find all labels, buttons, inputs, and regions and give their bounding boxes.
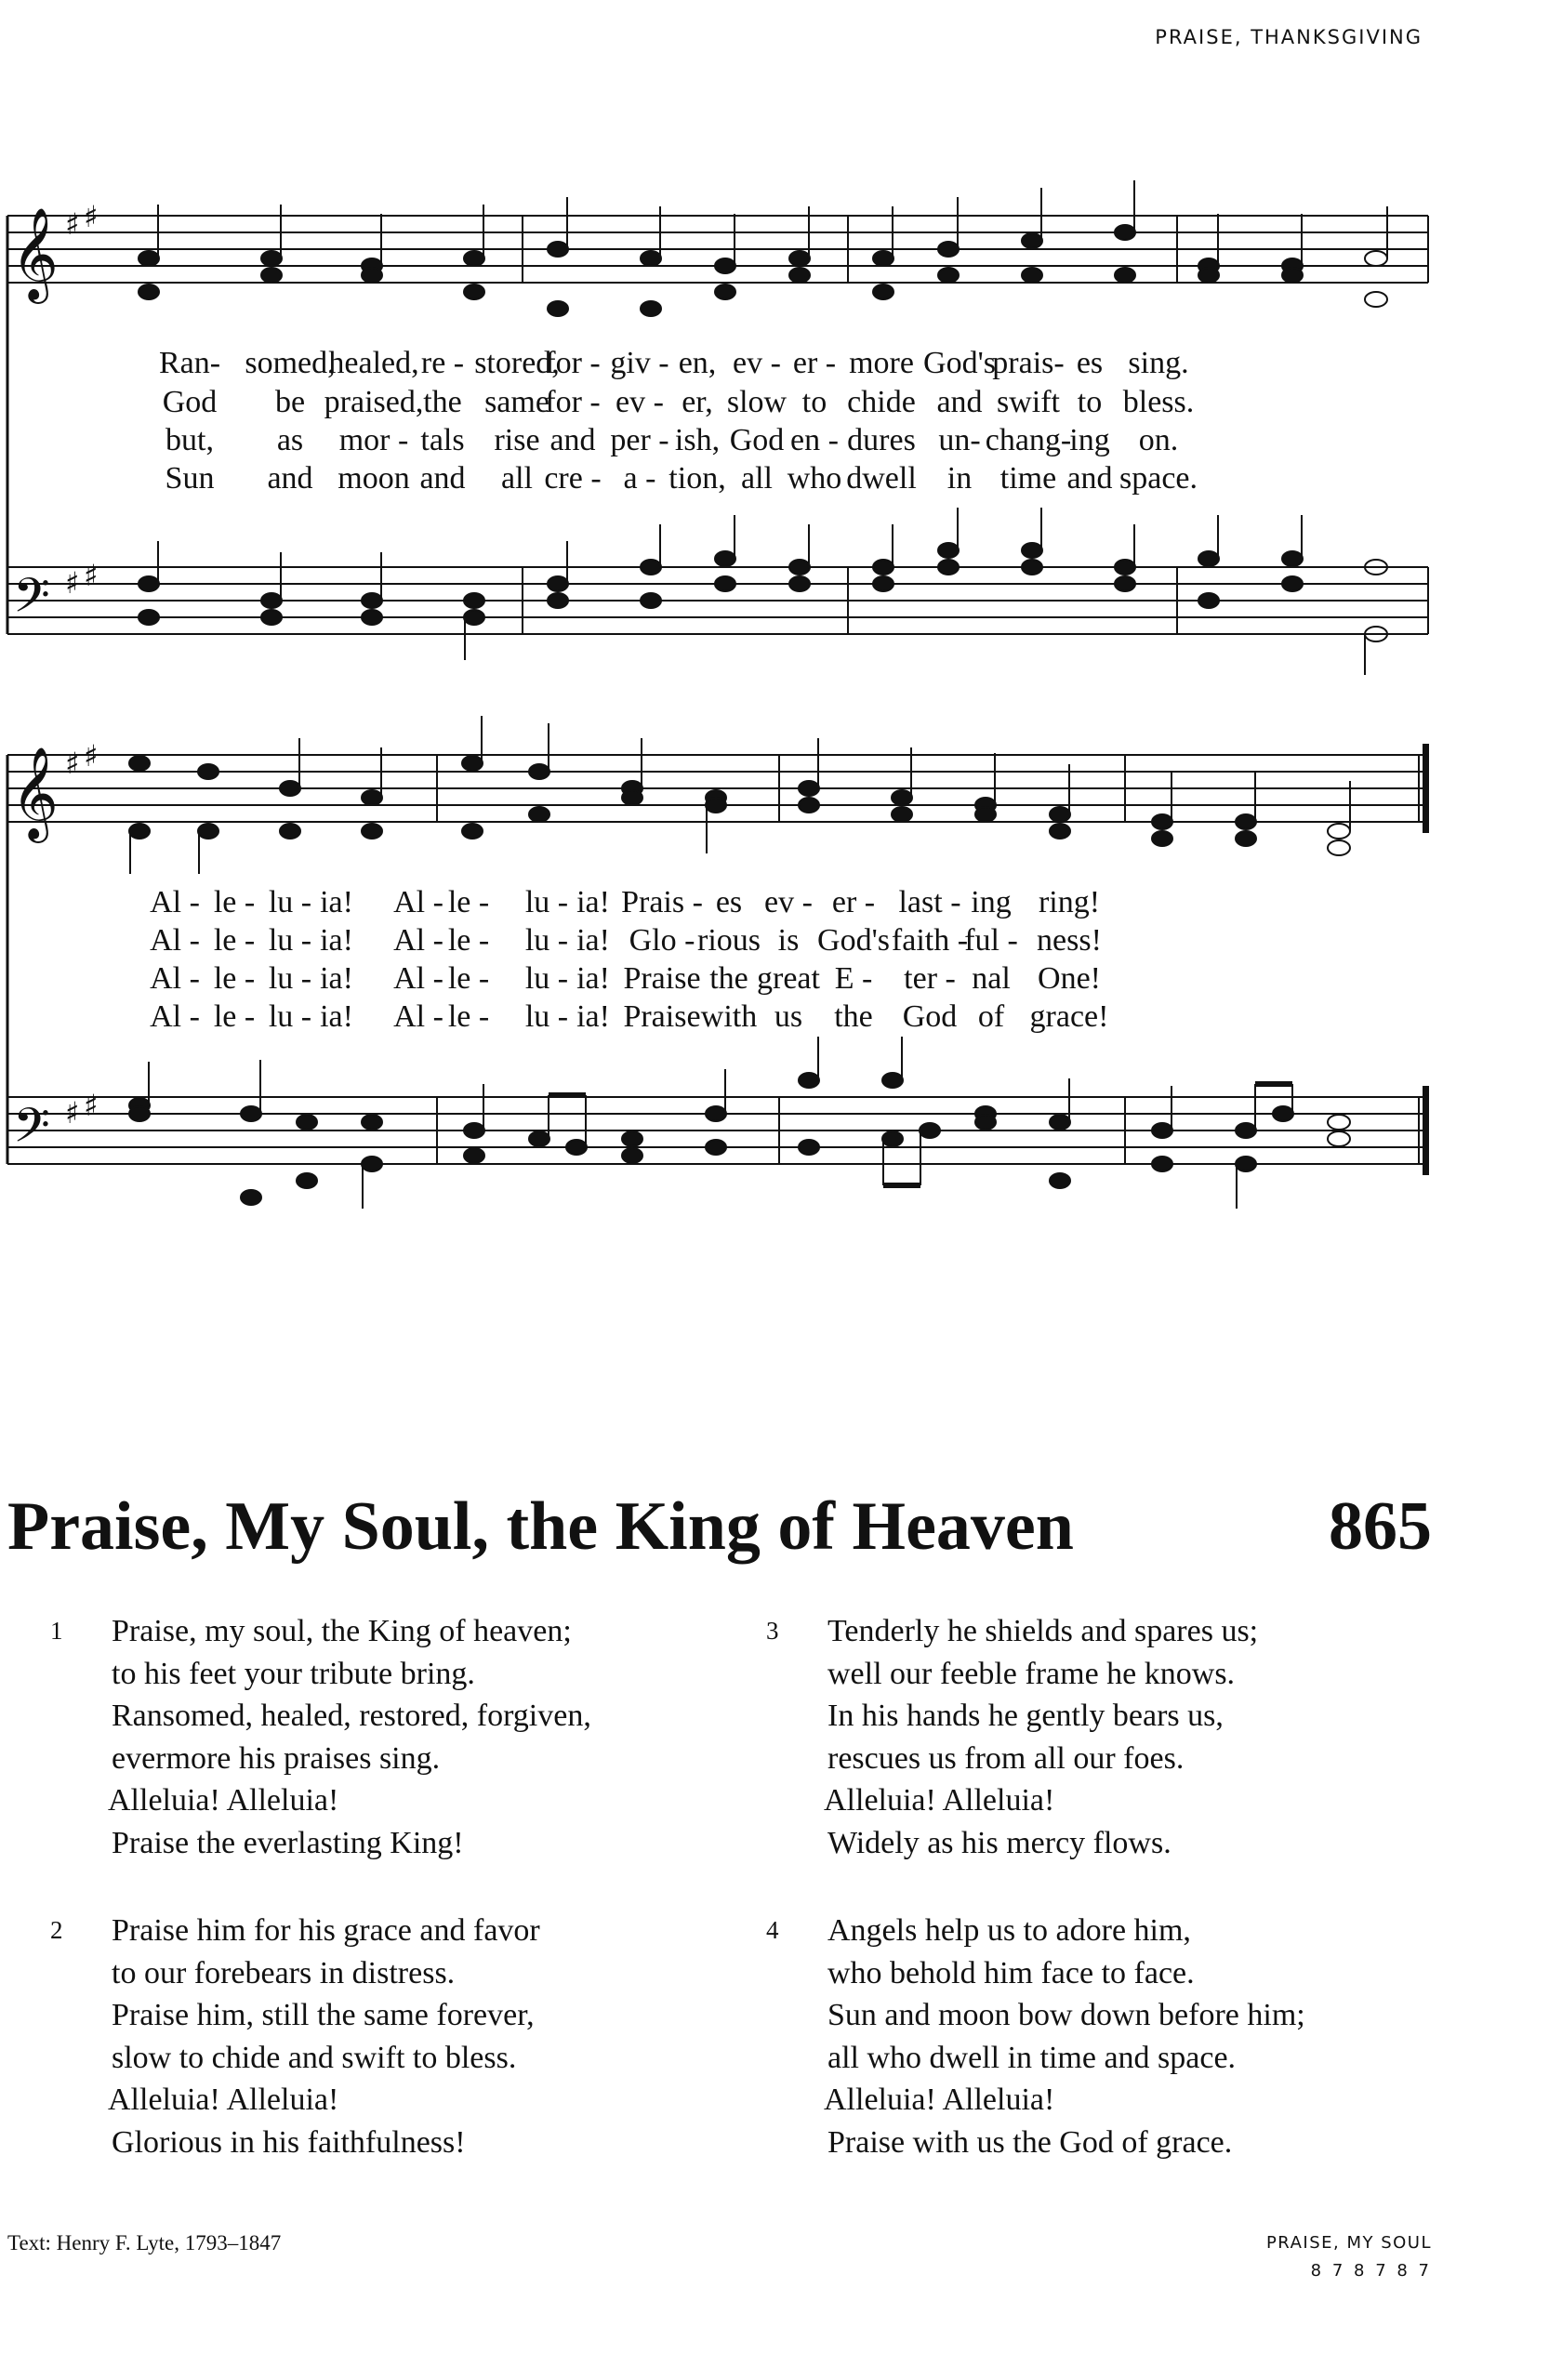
lyric-syllable: lu - (524, 961, 569, 996)
lyric-syllable: Al - (393, 885, 443, 919)
lyric-syllable: Al - (393, 999, 443, 1034)
lyric-syllable: le - (213, 923, 256, 958)
running-head: PRAISE, THANKSGIVING (1155, 26, 1423, 48)
stanza-line: Praise him, still the same forever, (112, 1998, 535, 2032)
lyric-syllable: bless. (1122, 385, 1195, 419)
key-signature-sharps-2 (65, 738, 98, 1130)
stanza-line: well our feeble frame he knows. (827, 1656, 1236, 1691)
stanza-line: Praise the everlasting King! (112, 1825, 464, 1860)
lyric-syllable: Prais - (621, 885, 703, 919)
lyric-syllable: ev - (733, 346, 781, 380)
lyric-syllable: es (715, 885, 743, 919)
lyric-syllable: nal (972, 961, 1011, 996)
stanza-1 (50, 1610, 720, 1880)
lyric-syllable: the (423, 385, 462, 419)
lyric-syllable: with (700, 999, 758, 1034)
svg-text:♯: ♯ (84, 558, 99, 593)
svg-text:♯: ♯ (84, 1088, 99, 1123)
lyric-syllable: and (549, 423, 596, 457)
lyric-syllable: ing (971, 885, 1012, 919)
lyric-syllable: Al - (150, 885, 200, 919)
lyric-syllable: es (1076, 346, 1104, 380)
lyric-syllable: grace! (1029, 999, 1109, 1034)
lyric-syllable: dures (847, 423, 916, 457)
lyric-syllable: Al - (150, 961, 200, 996)
stanza-4 (766, 1910, 1436, 2179)
stanza-line: Ransomed, healed, restored, forgiven, (112, 1699, 591, 1733)
bass-clef-icon: 𝄢 (13, 567, 50, 635)
lyric-syllable: and (1066, 461, 1113, 496)
lyric-syllable: Praise (623, 961, 701, 996)
lyric-syllable: same (484, 385, 549, 419)
lyric-syllable: ia! (576, 923, 610, 958)
stanza-line: who behold him face to face. (827, 1955, 1195, 1990)
stanza-refrain-line: Alleluia! Alleluia! (824, 1783, 1055, 1818)
lyric-syllable: ness! (1037, 923, 1102, 958)
stanza-line: to our forebears in distress. (112, 1955, 456, 1990)
system1-lyric-line-2 (112, 385, 1432, 422)
system1-lyric-line-3 (112, 423, 1432, 460)
lyric-syllable: last - (898, 885, 961, 919)
lyric-syllable: God (902, 999, 958, 1034)
svg-text:♯: ♯ (65, 565, 80, 601)
stanza-line: Praise him for his grace and favor (112, 1913, 540, 1948)
lyric-syllable: and (419, 461, 466, 496)
stanza-line: evermore his praises sing. (112, 1740, 441, 1776)
lyric-syllable: ful - (964, 923, 1018, 958)
lyric-syllable: er - (831, 885, 876, 919)
lyric-syllable: Sun (165, 461, 215, 496)
lyric-syllable: le - (447, 923, 490, 958)
lyric-syllable: tion, (668, 461, 726, 496)
lyric-syllable: tals (420, 423, 465, 457)
lyric-syllable: God (162, 385, 218, 419)
stanza-line: In his hands he gently bears us, (827, 1699, 1224, 1733)
stanza-line: all who dwell in time and space. (827, 2040, 1237, 2075)
svg-text:♯: ♯ (65, 1095, 80, 1130)
lyric-syllable: cre - (544, 461, 602, 496)
lyric-syllable: God's (817, 923, 890, 958)
lyric-syllable: great (757, 961, 820, 996)
stanza-refrain-line: Alleluia! Alleluia! (108, 2082, 339, 2117)
lyric-syllable: ring! (1038, 885, 1101, 919)
hymn-title: Praise, My Soul, the King of Heaven (7, 1488, 1074, 1565)
stanza-number: 2 (50, 1916, 63, 1944)
stanza-line: Tenderly he shields and spares us; (827, 1614, 1259, 1648)
lyric-syllable: le - (447, 885, 490, 919)
lyric-syllable: le - (447, 961, 490, 996)
stanza-line: slow to chide and swift to bless. (112, 2040, 517, 2075)
stanza-line: Angels help us to adore him, (827, 1913, 1191, 1948)
lyric-syllable: to (1077, 385, 1103, 419)
stanza-refrain-line: Alleluia! Alleluia! (108, 1783, 339, 1818)
lyric-syllable: chide (847, 385, 916, 419)
lyric-syllable: le - (213, 885, 256, 919)
stanza-line: Glorious in his faithfulness! (112, 2124, 466, 2160)
system1-lyric-line-1 (112, 346, 1432, 383)
lyric-syllable: Al - (393, 923, 443, 958)
lyric-syllable: er - (792, 346, 837, 380)
lyric-syllable: to (801, 385, 827, 419)
lyric-syllable: ia! (576, 999, 610, 1034)
lyric-syllable: mor - (338, 423, 409, 457)
lyric-syllable: er, (682, 385, 713, 419)
lyric-syllable: ev - (764, 885, 813, 919)
lyric-syllable: un- (938, 423, 981, 457)
stanza-line: Widely as his mercy flows. (827, 1825, 1172, 1860)
lyric-syllable: ev - (616, 385, 664, 419)
stanza-refrain-line: Alleluia! Alleluia! (824, 2082, 1055, 2117)
lyric-syllable: le - (213, 961, 256, 996)
lyric-syllable: Al - (150, 999, 200, 1034)
lyric-syllable: in (946, 461, 973, 496)
stanza-number: 4 (766, 1916, 779, 1944)
lyric-syllable: faith - (891, 923, 969, 958)
lyric-syllable: prais- (992, 346, 1065, 380)
stanza-line: to his feet your tribute bring. (112, 1656, 475, 1691)
stanza-line: Praise with us the God of grace. (827, 2124, 1233, 2160)
lyric-syllable: stored, (474, 346, 560, 380)
lyric-syllable: ia! (576, 885, 610, 919)
lyric-syllable: praised, (324, 385, 424, 419)
lyric-syllable: somed, (245, 346, 336, 380)
stanza-number: 3 (766, 1617, 779, 1645)
text-credit: Text: Henry F. Lyte, 1793–1847 (7, 2231, 282, 2254)
lyric-syllable: but, (165, 423, 214, 457)
lyric-syllable: space. (1119, 461, 1198, 496)
lyric-syllable: time (999, 461, 1057, 496)
stanza-line: Sun and moon bow down before him; (827, 1998, 1305, 2032)
lyric-syllable: Glo - (629, 923, 695, 958)
system2-lyric-line-4 (112, 999, 1432, 1037)
lyric-syllable: more (849, 346, 914, 380)
meter: 8 7 8 7 8 7 (1310, 2261, 1432, 2281)
stanza-line: Praise, my soul, the King of heaven; (112, 1614, 572, 1648)
lyric-syllable: giv - (610, 346, 669, 380)
system2-lyric-line-1 (112, 885, 1432, 922)
svg-text:♯: ♯ (84, 199, 99, 234)
lyric-syllable: swift (997, 385, 1060, 419)
stanza-3 (766, 1610, 1436, 1880)
lyric-syllable: as (276, 423, 304, 457)
lyric-syllable: of (977, 999, 1005, 1034)
lyric-syllable: who (787, 461, 842, 496)
lyric-syllable: the (709, 961, 748, 996)
bass-clef-icon-2: 𝄢 (13, 1097, 50, 1165)
lyric-syllable: ia! (576, 961, 610, 996)
system1-lyric-line-4 (112, 461, 1432, 498)
tune-name: PRAISE, MY SOUL (1265, 2233, 1432, 2253)
lyric-syllable: God (729, 423, 785, 457)
lyric-syllable: ia! (320, 885, 353, 919)
lyric-syllable: ia! (320, 923, 353, 958)
lyric-syllable: rise (494, 423, 540, 457)
lyric-syllable: a - (623, 461, 656, 496)
lyric-syllable: for - (545, 385, 601, 419)
system2-lyric-line-3 (112, 961, 1432, 998)
svg-text:♯: ♯ (65, 206, 80, 242)
lyric-syllable: Al - (393, 961, 443, 996)
lyric-syllable: en - (790, 423, 839, 457)
treble-clef-icon-2: 𝄞 (11, 747, 59, 840)
lyric-syllable: Ran- (158, 346, 221, 380)
lyric-syllable: Al - (150, 923, 200, 958)
lyric-syllable: is (777, 923, 800, 958)
lyric-syllable: One! (1038, 961, 1101, 996)
lyric-syllable: lu - (524, 923, 569, 958)
lyric-syllable: us (774, 999, 803, 1034)
stanza-2 (50, 1910, 720, 2179)
lyric-syllable: all (741, 461, 773, 496)
lyric-syllable: be (274, 385, 306, 419)
treble-clef-icon: 𝄞 (11, 207, 59, 300)
lyric-syllable: lu - (268, 885, 312, 919)
lyric-syllable: le - (213, 999, 256, 1034)
lyric-syllable: ia! (320, 999, 353, 1034)
lyric-syllable: all (501, 461, 533, 496)
lyric-syllable: lu - (268, 999, 312, 1034)
lyric-syllable: rious (697, 923, 761, 958)
lyric-syllable: the (834, 999, 873, 1034)
lyric-syllable: ia! (320, 961, 353, 996)
lyric-syllable: chang- (985, 423, 1072, 457)
lyric-syllable: Praise (623, 999, 701, 1034)
lyric-syllable: lu - (268, 923, 312, 958)
lyric-syllable: sing. (1128, 346, 1189, 380)
svg-text:♯: ♯ (84, 738, 99, 774)
lyric-syllable: re - (420, 346, 465, 380)
lyric-syllable: ish, (674, 423, 721, 457)
system2-lyric-line-2 (112, 923, 1432, 960)
lyric-syllable: and (936, 385, 983, 419)
lyric-syllable: en, (678, 346, 717, 380)
lyric-syllable: dwell (846, 461, 917, 496)
key-signature-sharps-1 (65, 199, 98, 601)
stanza-line: rescues us from all our foes. (827, 1740, 1185, 1776)
lyric-syllable: ing (1069, 423, 1110, 457)
hymn-number: 865 (1329, 1488, 1432, 1565)
lyric-syllable: healed, (328, 346, 419, 380)
lyric-syllable: slow (726, 385, 788, 419)
lyric-syllable: for - (545, 346, 601, 380)
stanza-number: 1 (50, 1617, 63, 1645)
lyric-syllable: E - (834, 961, 873, 996)
lyric-syllable: and (267, 461, 313, 496)
lyric-syllable: lu - (524, 885, 569, 919)
lyric-syllable: God's (923, 346, 996, 380)
lyric-syllable: moon (338, 461, 410, 496)
lyric-syllable: lu - (524, 999, 569, 1034)
lyric-syllable: on. (1138, 423, 1179, 457)
lyric-syllable: le - (447, 999, 490, 1034)
lyric-syllable: lu - (268, 961, 312, 996)
lyric-syllable: per - (610, 423, 669, 457)
lyric-syllable: ter - (904, 961, 956, 996)
svg-text:♯: ♯ (65, 746, 80, 781)
